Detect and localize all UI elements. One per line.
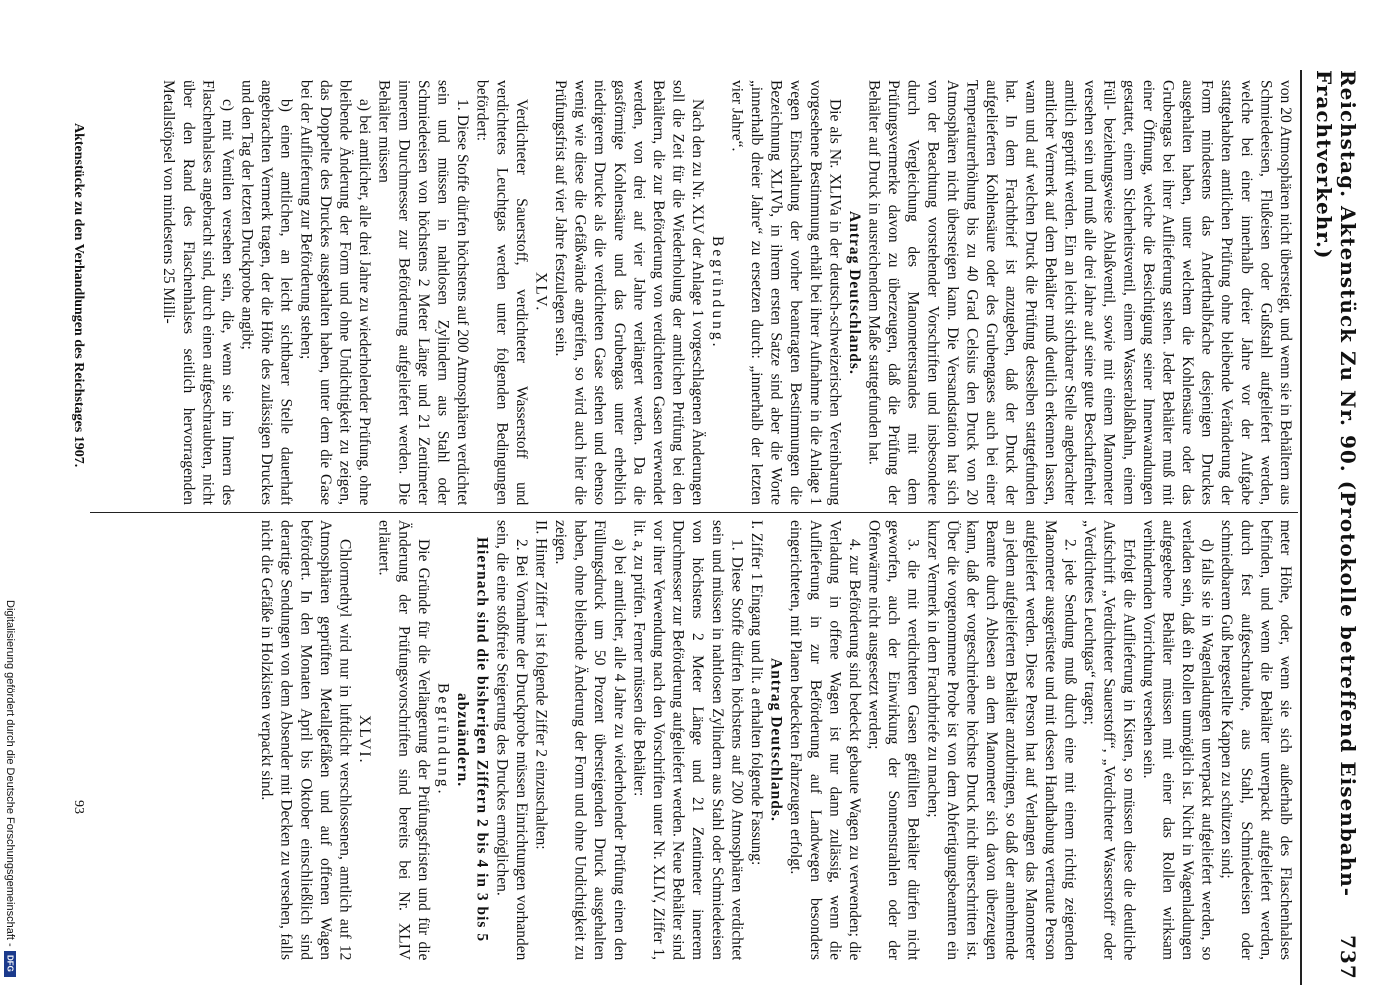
- footer-note: Aktenstücke zu den Verhandlungen des Reichstages 1907.: [71, 122, 86, 468]
- column2-paragraph: 3. die mit verdichteten Gasen gefüllten Behälter dürfen nicht geworfen, auch der Einwirkung der Sonnenstrahlen oder der Ofenwärme nicht ausgesetzt werden;: [865, 520, 922, 960]
- column2-paragraph: d) falls sie in Wagenladungen unverpackt aufgeliefert werden, so verladen sein, daß ein Rollen unmöglich ist. Nicht in Wagenladungen aufgegebene Behälter müssen mit einer das Rollen wirksam verhindernden Vorrichtung versehen sein.: [1139, 520, 1216, 960]
- column1-paragraph: c) mit Ventilen versehen sein, die, wenn sie im Innern des Flaschenhalses angebracht sind, durch einen aufgeschraubten, nicht über den Rand des Flaschenhalses seitlich hervorragenden Metallstöpsel von mindestens 25 Milli-: [160, 80, 236, 505]
- column2-paragraph: a) bei amtlicher, alle 4 Jahre zu wiederholender Prüfung einen den Füllungsdruck um 50 Prozent übersteigenden Druck ausgehalten haben, ohne bleibende Änderung der Form und ohne Undichtigkeit zu zeigen.: [552, 520, 628, 960]
- header-page-number: 737: [1336, 935, 1360, 980]
- footer-page-number: 93: [71, 800, 86, 814]
- column2-paragraph: II. Hinter Ziffer 1 ist folgende Ziffer 2 einzuschalten:: [532, 520, 550, 850]
- column-divider: [90, 512, 1298, 513]
- column1-paragraph: XLV.: [532, 272, 550, 313]
- column2-paragraph: meter Höhe, oder, wenn sie sich außerhalb des Flaschenhalses befinden, und wenn die Behälter unverpackt aufgeliefert werden, durch fest aufgeschraubte, aus Stahl, Schmiedeeisen oder schmiedbarem Guß hergestellte Kappen zu schützen sind;: [1218, 520, 1294, 960]
- page-header: [1312, 70, 1360, 980]
- column1-paragraph: Begründung.: [708, 235, 726, 350]
- column1-paragraph: Antrag Deutschlands.: [845, 210, 863, 375]
- column2-paragraph: Hiernach sind die bisherigen Ziffern 2 bis 4 in 3 bis 5 abzuändern.: [454, 537, 491, 943]
- column2-paragraph: XLVI.: [356, 715, 374, 765]
- column2-paragraph: 1. Diese Stoffe dürfen höchstens auf 200 Atmosphären verdichtet sein und müssen in nahtlosen Zylindern aus Stahl oder Schmiedeeisen von höchstens 2 Meter Länge und 21 Zentimeter innerem Durchmesser zur Beförderung aufgeliefert werden. Neue Behälter sind vor ihrer Verwendung nach den Vorschriften unter Nr. XLIV, Ziffer 1, lit. a, zu prüfen. Ferner müssen die Behälter:: [630, 520, 746, 960]
- column2-paragraph: Chlormethyl wird nur in luftdicht verschlossenen, amtlich auf 12 Atmosphären geprüften Metallgefäßen und auf offenen Wagen befördert. In den Monaten April bis Oktober einschließlich sind derartige Sendungen von dem Absender mit Decken zu versehen, falls nicht die Gefäße in Holzkisten verpackt sind.: [258, 520, 354, 960]
- digitization-text: Digitalisierung gefördert durch die Deutsche Forschungsgemeinschaft -: [4, 600, 16, 947]
- column2-paragraph: I. Ziffer 1 Eingang und lit. a erhalten folgende Fassung:: [747, 520, 765, 866]
- text-column-2: [90, 520, 1295, 960]
- column2-paragraph: Antrag Deutschlands.: [767, 658, 785, 822]
- column1-paragraph: Verdichteter Sauerstoff, verdichteter Wasserstoff und verdichtetes Leuchtgas werden unter folgenden Bedingungen befördert:: [473, 80, 530, 505]
- column2-paragraph: 2. Bei Vornahme der Druckprobe müssen Einrichtungen vorhanden sein, die eine stoßfreie Steigerung des Druckes ermöglichen.: [493, 520, 530, 960]
- column1-paragraph: 1. Diese Stoffe dürfen höchstens auf 200 Atmosphären verdichtet sein und müssen in nahtlosen Zylindern aus Stahl oder Schmiedeeisen von höchstens 2 Meter Länge und 21 Zentimeter innerem Durchmesser zur Beförderung aufgeliefert werden. Die Behälter müssen: [375, 80, 472, 505]
- column1-paragraph: von 20 Atmosphären nicht übersteigt, und wenn sie in Behältern aus Schmiedeeisen, Flußeisen oder Gußstahl aufgeliefert werden, welche bei einer innerhalb dreier Jahre vor der Aufgabe stattgehabten amtlichen Prüfung ohne bleibende Veränderung der Form mindestens das Anderthalbfache desjenigen Druckes ausgehalten haben, unter welchem die Kohlensäure oder das Grubengas bei ihrer Auflieferung stehen. Jeder Behälter muß mit einer Öffnung, welche die Besichtigung seiner Innenwandungen gestattet, einem Sicherheitsventil, einem Wasserablaßhahn, einem Füll- beziehungsweise Ablaßventil, sowie mit einem Manometer versehen sein und muß alle drei Jahre auf seine gute Beschaffenheit amtlich geprüft werden. Ein an leicht sichtbarer Stelle angebrachter amtlicher Vermerk auf dem Behälter muß deutlich erkennen lassen, wann und auf welchen Druck die Prüfung desselben stattgefunden hat. In dem Frachtbrief ist anzugeben, daß der Druck der aufgelieferten Kohlensäure oder des Grubengases auch bei einer Temperaturerhöhung bis zu 40 Grad Celsius den Druck von 20 Atmosphären nicht übersteigen kann. Die Versandstation hat sich von der Beachtung vorstehender Vorschriften und insbesondere durch Vergleichung des Manometerstandes mit dem Prüfungsvermerke davon zu überzeugen, daß die Prüfung der Behälter auf Druck in ausreichendem Maße stattgefunden hat.: [865, 80, 1294, 505]
- column2-paragraph: Erfolgt die Auflieferung in Kisten, so müssen diese die deutliche Aufschrift „Verdichteter Sauerstoff“, „Verdichteter Wasserstoff“ oder „Verdichtetes Leuchtgas“ tragen;: [1081, 520, 1138, 960]
- text-column-1: [90, 80, 1295, 505]
- header-rule: [1300, 70, 1302, 985]
- column2-paragraph: 4. zur Beförderung sind bedeckt gebaute Wagen zu verwenden; die Verladung in offene Wagen ist nur dann zulässig, wenn die Auflieferung in zur Beförderung auf Landwegen besonders eingerichteten, mit Planen bedeckten Fahrzeugen erfolgt.: [787, 520, 863, 960]
- digitization-note: [4, 600, 16, 990]
- column1-paragraph: b) einen amtlichen, an leicht sichtbarer Stelle dauerhaft angebrachten Vermerk tragen, der die Höhe des zulässigen Druckes und den Tag der letzten Druckprobe angibt;: [238, 80, 295, 505]
- column2-paragraph: Begründung.: [434, 683, 452, 797]
- column1-paragraph: Die als Nr. XLIVa in der deutsch-schweizerischen Vereinbarung vorgesehene Bestimmung erhält bei ihrer Aufnahme in die Anlage 1 wegen Einschaltung der vorher beantragten Bestimmungen die Bezeichnung XLIVb, in ihrem ersten Satze sind aber die Worte „innerhalb dreier Jahre“ zu ersetzen durch: „innerhalb der letzten vier Jahre“.: [728, 80, 844, 505]
- column1-paragraph: a) bei amtlicher, alle drei Jahre zu wiederholender Prüfung, ohne bleibende Änderung der Form und ohne Undichtigkeit zu zeigen, das Doppelte des Druckes ausgehalten haben, unter dem die Gase bei der Auflieferung zur Beförderung stehen;: [297, 80, 374, 505]
- column2-paragraph: 2. jede Sendung muß durch eine mit einem richtig zeigenden Manometer ausgerüstete und mit dessen Handhabung vertraute Person aufgeliefert werden. Diese Person hat auf Verlangen das Manometer an jedem aufgelieferten Behälter anzubringen, so daß der annehmende Beamte durch Ablesen an dem Manometer sich davon überzeugen kann, daß der vorgeschriebene höchste Druck nicht überschritten ist. Über die vorgenommene Probe ist von dem Abfertigungsbeamten ein kurzer Vermerk in dem Frachtbriefe zu machen;: [924, 520, 1079, 960]
- dfg-logo-icon: DFG: [4, 951, 16, 977]
- header-title: Reichstag. Aktenstück Zu Nr. 90. (Protokolle betreffend Eisenbahn-Frachtverkehr.): [1312, 70, 1360, 898]
- column2-paragraph: Die Gründe für die Verlängerung der Prüfungsfristen und für die Änderung der Prüfungsvorschriften sind bereits bei Nr. XLIV erläutert.: [375, 520, 432, 960]
- column1-paragraph: Nach den zu Nr. XLV der Anlage 1 vorgeschlagenen Änderungen soll die Zeit für die Wiederholung der amtlichen Prüfung bei den Behältern, die zur Beförderung von verdichteten Gasen verwendet werden, von drei auf vier Jahre verlängert werden. Da die gasförmige Kohlensäure und das Grubengas unter erheblich niedrigerem Drucke als die verdichteten Gase stehen und ebenso wenig wie diese die Gefäßwände angreifen, so wird auch hier die Prüfungsfrist auf vier Jahre festzulegen sein.: [552, 80, 707, 505]
